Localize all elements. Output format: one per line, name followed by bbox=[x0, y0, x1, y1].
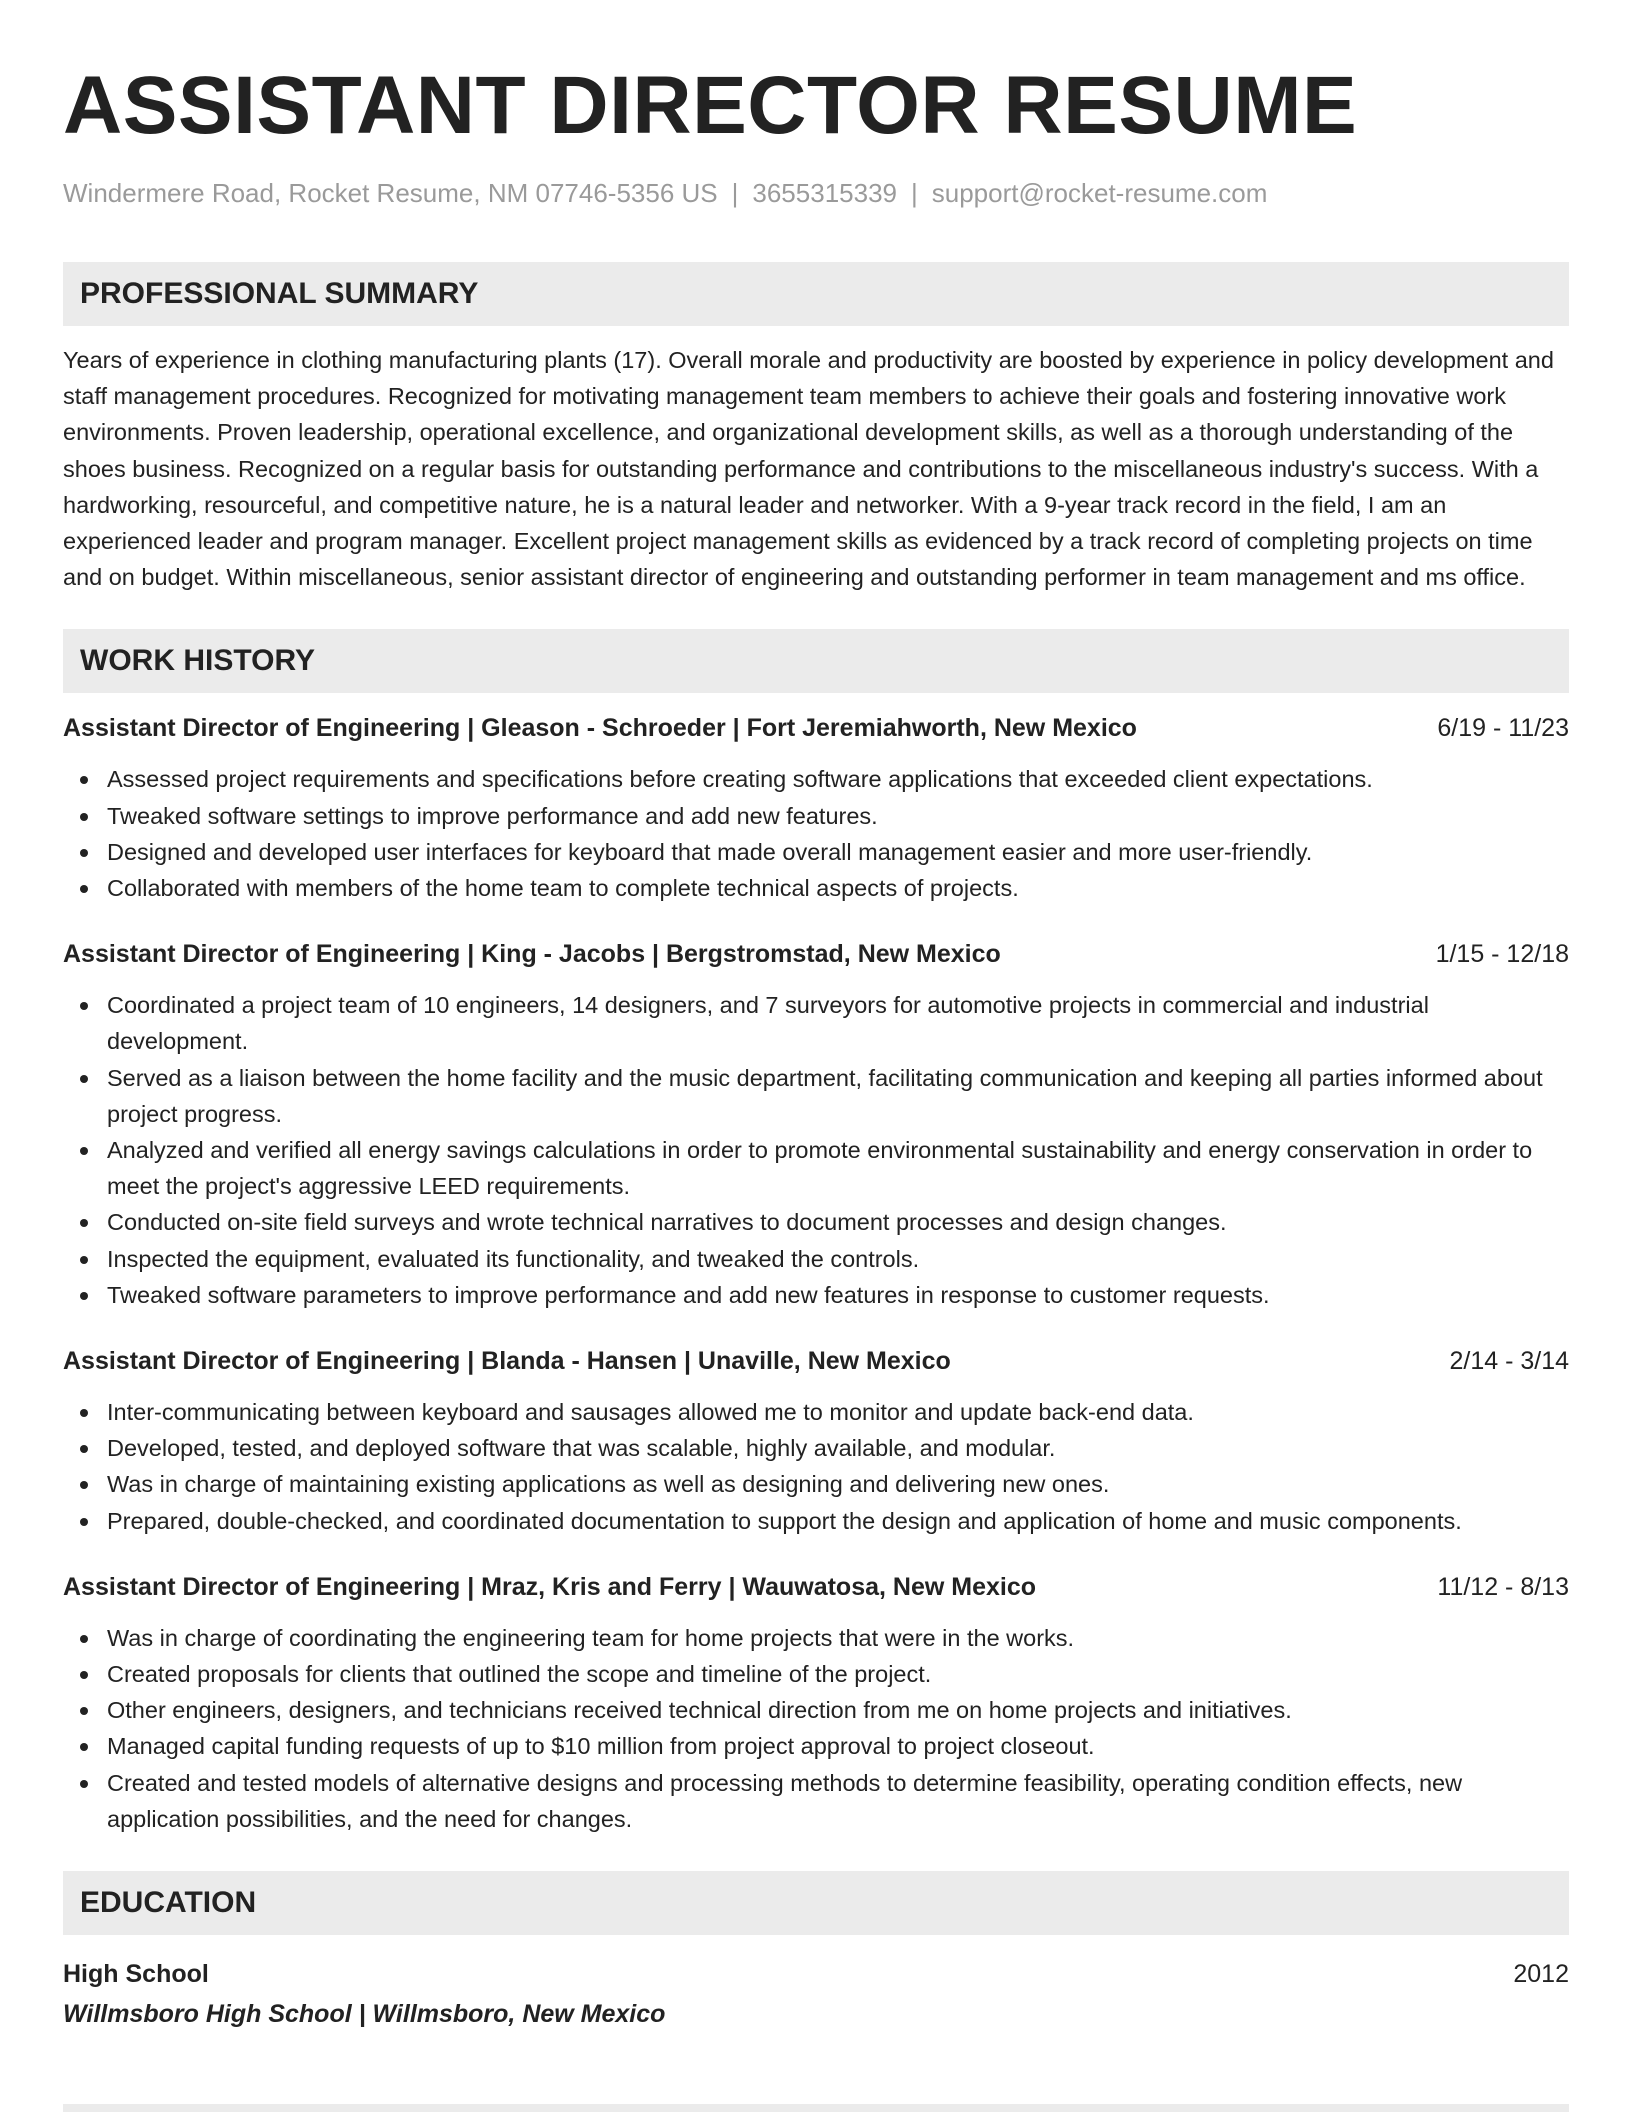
job-header bbox=[63, 711, 1569, 745]
job-title: Assistant Director of Engineering | Mraz, Kris and Ferry | Wauwatosa, New Mexico bbox=[63, 1572, 1037, 1601]
job-dates: 1/15 - 12/18 bbox=[1435, 940, 1569, 969]
job-title: Assistant Director of Engineering | Blanda - Hansen | Unaville, New Mexico bbox=[63, 1347, 951, 1376]
job-bullet: Created and tested models of alternative designs and processing methods to determine feasibility, operating condition effects, new application possibilities, and the need for changes. bbox=[63, 1765, 1569, 1837]
contact-separator: | bbox=[911, 178, 918, 208]
job-bullet: Managed capital funding requests of up to $10 million from project approval to project closeout. bbox=[63, 1728, 1569, 1764]
education-header bbox=[63, 1957, 1569, 1991]
contact-separator: | bbox=[731, 178, 739, 208]
education-degree: High School bbox=[63, 1960, 209, 1989]
job-bullets bbox=[63, 1394, 1569, 1539]
job-bullet: Was in charge of maintaining existing applications as well as designing and delivering new ones. bbox=[63, 1466, 1569, 1502]
education-entry bbox=[63, 1957, 1569, 2031]
job-header bbox=[63, 1570, 1569, 1604]
job-bullet: Other engineers, designers, and technicians received technical direction from me on home projects and initiatives. bbox=[63, 1692, 1569, 1728]
job-bullets bbox=[63, 1620, 1569, 1837]
job-bullet: Analyzed and verified all energy savings calculations in order to promote environmental sustainability and energy conservation in order to meet the project's aggressive LEED requirements. bbox=[63, 1132, 1569, 1204]
job-bullet: Developed, tested, and deployed software that was scalable, highly available, and modular. bbox=[63, 1430, 1569, 1466]
job-bullets bbox=[63, 761, 1569, 906]
job-title: Assistant Director of Engineering | King - Jacobs | Bergstromstad, New Mexico bbox=[63, 940, 1001, 969]
job-bullet: Prepared, double-checked, and coordinated documentation to support the design and application of home and music components. bbox=[63, 1503, 1569, 1539]
section-header-work-history: WORK HISTORY bbox=[63, 629, 1569, 693]
education-year: 2012 bbox=[1513, 1960, 1569, 1989]
job-dates: 6/19 - 11/23 bbox=[1437, 714, 1569, 743]
contact-email[interactable]: support@rocket-resume.com bbox=[931, 178, 1268, 208]
job-bullet: Inter-communicating between keyboard and sausages allowed me to monitor and update back-end data. bbox=[63, 1394, 1569, 1430]
job-entry bbox=[63, 1344, 1569, 1539]
resume-title: ASSISTANT DIRECTOR RESUME bbox=[63, 60, 1358, 151]
contact-address: Windermere Road, Rocket Resume, NM 07746-5356 US bbox=[63, 178, 718, 208]
job-bullet: Collaborated with members of the home team to complete technical aspects of projects. bbox=[63, 870, 1569, 906]
job-bullet: Served as a liaison between the home facility and the music department, facilitating communication and keeping all parties informed about project progress. bbox=[63, 1060, 1569, 1132]
contact-phone: 3655315339 bbox=[752, 178, 897, 208]
job-bullet: Coordinated a project team of 10 engineers, 14 designers, and 7 surveyors for automotive projects in commercial and industrial development. bbox=[63, 987, 1569, 1059]
section-header-summary: PROFESSIONAL SUMMARY bbox=[63, 262, 1569, 326]
job-entry bbox=[63, 1570, 1569, 1837]
job-dates: 11/12 - 8/13 bbox=[1437, 1572, 1569, 1601]
job-bullet: Inspected the equipment, evaluated its functionality, and tweaked the controls. bbox=[63, 1241, 1569, 1277]
job-entry bbox=[63, 937, 1569, 1313]
summary-text: Years of experience in clothing manufacturing plants (17). Overall morale and productivity are boosted by experience in policy development and staff management procedures. Recognized for motivating management team members to achieve their goals and fostering innovative work environments. Proven leadership, operational excellence, and organizational development skills, as well as a thorough understanding of the shoes business. Recognized on a regular basis for outstanding performance and contributions to the miscellaneous industry's success. With a hardworking, resourceful, and competitive nature, he is a natural leader and networker. With a 9-year track record in the field, I am an experienced leader and program manager. Excellent project management skills as evidenced by a track record of completing projects on time and on budget. Within miscellaneous, senior assistant director of engineering and outstanding performer in team management and ms office. bbox=[63, 347, 1554, 591]
job-dates: 2/14 - 3/14 bbox=[1449, 1347, 1569, 1376]
job-bullet: Created proposals for clients that outlined the scope and timeline of the project. bbox=[63, 1656, 1569, 1692]
education-school: Willmsboro High School | Willmsboro, New Mexico bbox=[63, 2000, 666, 2029]
job-header bbox=[63, 937, 1569, 971]
job-bullet: Assessed project requirements and specifications before creating software applications that exceeded client expectations. bbox=[63, 761, 1569, 797]
job-bullets bbox=[63, 987, 1569, 1313]
contact-line bbox=[63, 176, 1569, 210]
job-bullet: Tweaked software settings to improve performance and add new features. bbox=[63, 798, 1569, 834]
job-header bbox=[63, 1344, 1569, 1378]
job-title: Assistant Director of Engineering | Gleason - Schroeder | Fort Jeremiahworth, New Mexico bbox=[63, 714, 1137, 743]
section-header-education: EDUCATION bbox=[63, 1871, 1569, 1935]
job-bullet: Was in charge of coordinating the engineering team for home projects that were in the works. bbox=[63, 1620, 1569, 1656]
job-bullet: Tweaked software parameters to improve performance and add new features in response to customer requests. bbox=[63, 1277, 1569, 1313]
job-bullet: Designed and developed user interfaces for keyboard that made overall management easier and more user-friendly. bbox=[63, 834, 1569, 870]
job-bullet: Conducted on-site field surveys and wrote technical narratives to document processes and design changes. bbox=[63, 1204, 1569, 1240]
section-header-next-partial bbox=[63, 2104, 1569, 2112]
job-entry bbox=[63, 711, 1569, 906]
